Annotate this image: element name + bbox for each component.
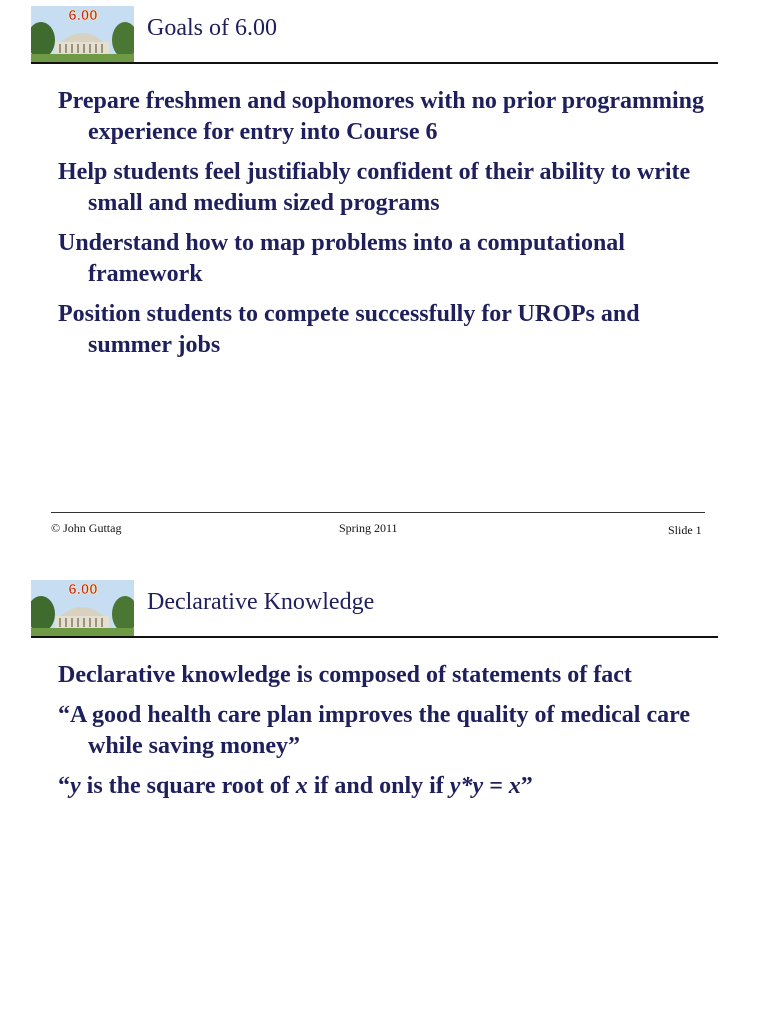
header-divider xyxy=(31,636,718,638)
bullet-item: Prepare freshmen and sophomores with no prior programming experience for entry into Course 6 xyxy=(58,88,705,145)
slide-title: Declarative Knowledge xyxy=(147,589,375,615)
bullet-item: “A good health care plan improves the quality of medical care while saving money” xyxy=(58,702,690,759)
footer-slide-number: Slide 1 xyxy=(668,523,702,537)
slide-title: Goals of 6.00 xyxy=(147,15,277,41)
footer-copyright: © John Guttag xyxy=(51,521,122,535)
logo-text: 6.00 xyxy=(68,7,98,24)
bullet-list xyxy=(58,86,708,370)
bullet-item: Declarative knowledge is composed of statements of fact xyxy=(58,662,632,688)
footer-divider xyxy=(51,512,705,513)
bullet-item: Position students to compete successfully for UROPs and summer jobs xyxy=(58,301,640,358)
slide-declarative-knowledge xyxy=(0,574,768,1024)
bullet-item: Understand how to map problems into a computational framework xyxy=(58,230,625,287)
footer-term: Spring 2011 xyxy=(339,521,398,535)
course-logo xyxy=(31,6,134,63)
open-quote: “ xyxy=(58,773,70,799)
math-bullet-item xyxy=(58,771,708,802)
header-divider xyxy=(31,62,718,64)
mit-dome-image xyxy=(31,6,134,63)
variable-x: x xyxy=(295,773,308,799)
statement-text: is the square root of xyxy=(80,773,296,799)
equation: y*y = x xyxy=(449,773,521,799)
statement-text: if and only if xyxy=(307,773,450,799)
close-quote: ” xyxy=(520,773,533,799)
logo-text: 6.00 xyxy=(68,581,98,598)
variable-y: y xyxy=(70,773,81,799)
course-logo xyxy=(31,580,134,637)
bullet-item: Help students feel justifiably confident of their ability to write small and medium sized programs xyxy=(58,159,691,216)
mit-dome-image xyxy=(31,580,134,637)
bullet-list xyxy=(58,660,708,811)
